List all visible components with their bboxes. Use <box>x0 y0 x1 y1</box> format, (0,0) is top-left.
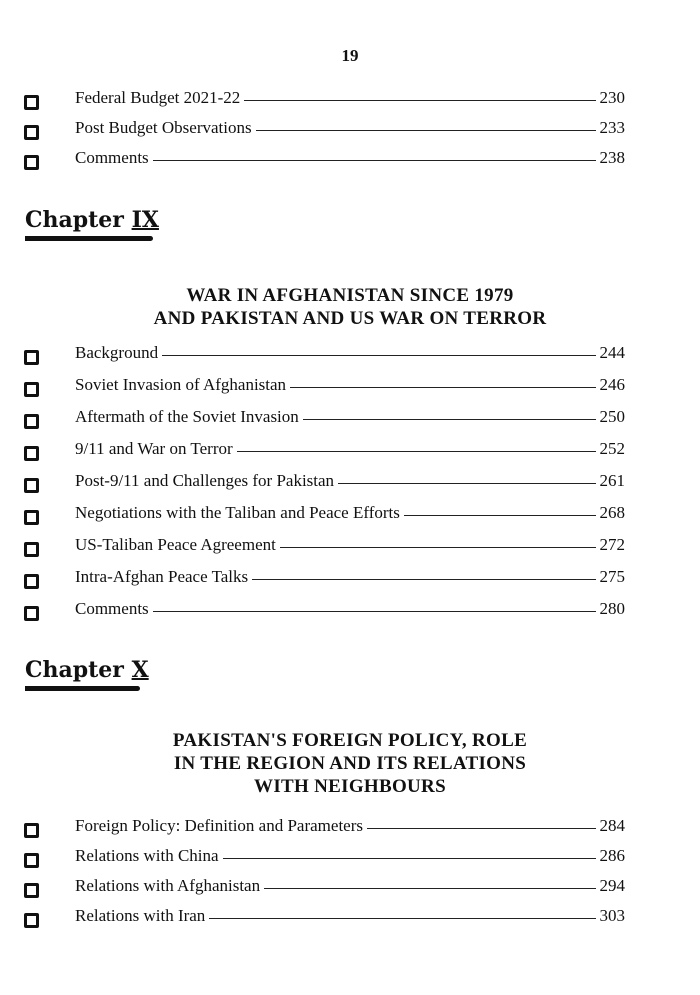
checkbox-bullet-icon <box>24 446 39 461</box>
entry-title: Comments <box>75 599 149 618</box>
entry-page-number: 268 <box>599 503 625 522</box>
chapter-title-line: AND PAKISTAN AND US WAR ON TERROR <box>153 308 547 329</box>
entry-page-number: 230 <box>599 88 625 107</box>
toc-entry[interactable] <box>0 407 700 439</box>
entry-page-number: 272 <box>599 535 625 554</box>
dot-leader <box>290 387 595 388</box>
checkbox-bullet-icon <box>24 853 39 868</box>
toc-list-intro <box>0 88 700 178</box>
entry-title: Post Budget Observations <box>75 118 252 137</box>
chapter-underline <box>25 686 140 691</box>
entry-title: Aftermath of the Soviet Invasion <box>75 407 299 426</box>
checkbox-bullet-icon <box>24 350 39 365</box>
entry-title: Background <box>75 343 159 362</box>
chapter-label: Chapter <box>25 657 124 683</box>
checkbox-bullet-icon <box>24 478 39 493</box>
entry-page-number: 294 <box>599 876 625 895</box>
entry-page-number: 284 <box>599 816 625 835</box>
entry-title: Relations with China <box>75 846 219 865</box>
entry-page-number: 233 <box>599 118 625 137</box>
dot-leader <box>338 483 595 484</box>
checkbox-bullet-icon <box>24 95 39 110</box>
page-number: 19 <box>341 46 359 65</box>
entry-title: Relations with Afghanistan <box>75 876 261 895</box>
chapter-roman: X <box>131 657 149 683</box>
entry-page-number: 252 <box>599 439 625 458</box>
chapter-heading-ix <box>25 207 159 233</box>
toc-entry[interactable] <box>0 906 700 936</box>
dot-leader <box>367 828 596 829</box>
dot-leader <box>162 355 595 356</box>
entry-page-number: 303 <box>599 906 625 925</box>
entry-page-number: 238 <box>599 148 625 167</box>
toc-list-chapter-ix <box>0 343 700 631</box>
dot-leader <box>404 515 596 516</box>
dot-leader <box>280 547 596 548</box>
entry-page-number: 275 <box>599 567 625 586</box>
entry-title: 9/11 and War on Terror <box>75 439 233 458</box>
toc-list-chapter-x <box>0 816 700 936</box>
checkbox-bullet-icon <box>24 510 39 525</box>
entry-page-number: 250 <box>599 407 625 426</box>
toc-entry[interactable] <box>0 567 700 599</box>
entry-title: Post-9/11 and Challenges for Pakistan <box>75 471 335 490</box>
chapter-title-line: IN THE REGION AND ITS RELATIONS <box>173 753 527 774</box>
toc-entry[interactable] <box>0 535 700 567</box>
entry-page-number: 286 <box>599 846 625 865</box>
chapter-title-x <box>0 729 700 798</box>
checkbox-bullet-icon <box>24 155 39 170</box>
dot-leader <box>153 611 596 612</box>
toc-entry[interactable] <box>0 88 700 118</box>
dot-leader <box>209 918 595 919</box>
checkbox-bullet-icon <box>24 823 39 838</box>
chapter-title-line: WITH NEIGHBOURS <box>254 776 446 797</box>
checkbox-bullet-icon <box>24 913 39 928</box>
toc-entry[interactable] <box>0 439 700 471</box>
chapter-underline <box>25 236 153 241</box>
checkbox-bullet-icon <box>24 574 39 589</box>
entry-title: Soviet Invasion of Afghanistan <box>75 375 287 394</box>
toc-entry[interactable] <box>0 816 700 846</box>
dot-leader <box>223 858 596 859</box>
entry-title: Federal Budget 2021-22 <box>75 88 241 107</box>
entry-title: Foreign Policy: Definition and Parameters <box>75 816 363 835</box>
checkbox-bullet-icon <box>24 414 39 429</box>
dot-leader <box>264 888 595 889</box>
toc-entry[interactable] <box>0 118 700 148</box>
entry-title: Negotiations with the Taliban and Peace Efforts <box>75 503 400 522</box>
toc-entry[interactable] <box>0 503 700 535</box>
dot-leader <box>153 160 596 161</box>
dot-leader <box>303 419 596 420</box>
toc-entry[interactable] <box>0 876 700 906</box>
entry-title: Relations with Iran <box>75 906 206 925</box>
entry-title: Intra-Afghan Peace Talks <box>75 567 249 586</box>
checkbox-bullet-icon <box>24 883 39 898</box>
chapter-roman: IX <box>131 207 159 233</box>
checkbox-bullet-icon <box>24 606 39 621</box>
entry-page-number: 261 <box>599 471 625 490</box>
toc-entry[interactable] <box>0 375 700 407</box>
entry-page-number: 246 <box>599 375 625 394</box>
toc-entry[interactable] <box>0 471 700 503</box>
checkbox-bullet-icon <box>24 542 39 557</box>
chapter-title-ix <box>0 284 700 330</box>
chapter-heading-x <box>25 657 149 683</box>
toc-entry[interactable] <box>0 148 700 178</box>
chapter-label: Chapter <box>25 207 124 233</box>
checkbox-bullet-icon <box>24 382 39 397</box>
entry-title: Comments <box>75 148 149 167</box>
entry-title: US-Taliban Peace Agreement <box>75 535 276 554</box>
dot-leader <box>256 130 596 131</box>
entry-page-number: 280 <box>599 599 625 618</box>
entry-page-number: 244 <box>599 343 625 362</box>
checkbox-bullet-icon <box>24 125 39 140</box>
dot-leader <box>252 579 595 580</box>
dot-leader <box>237 451 596 452</box>
toc-entry[interactable] <box>0 846 700 876</box>
dot-leader <box>244 100 595 101</box>
toc-entry[interactable] <box>0 599 700 631</box>
toc-entry[interactable] <box>0 343 700 375</box>
chapter-title-line: PAKISTAN'S FOREIGN POLICY, ROLE <box>172 730 528 751</box>
chapter-title-line: WAR IN AFGHANISTAN SINCE 1979 <box>186 285 514 306</box>
